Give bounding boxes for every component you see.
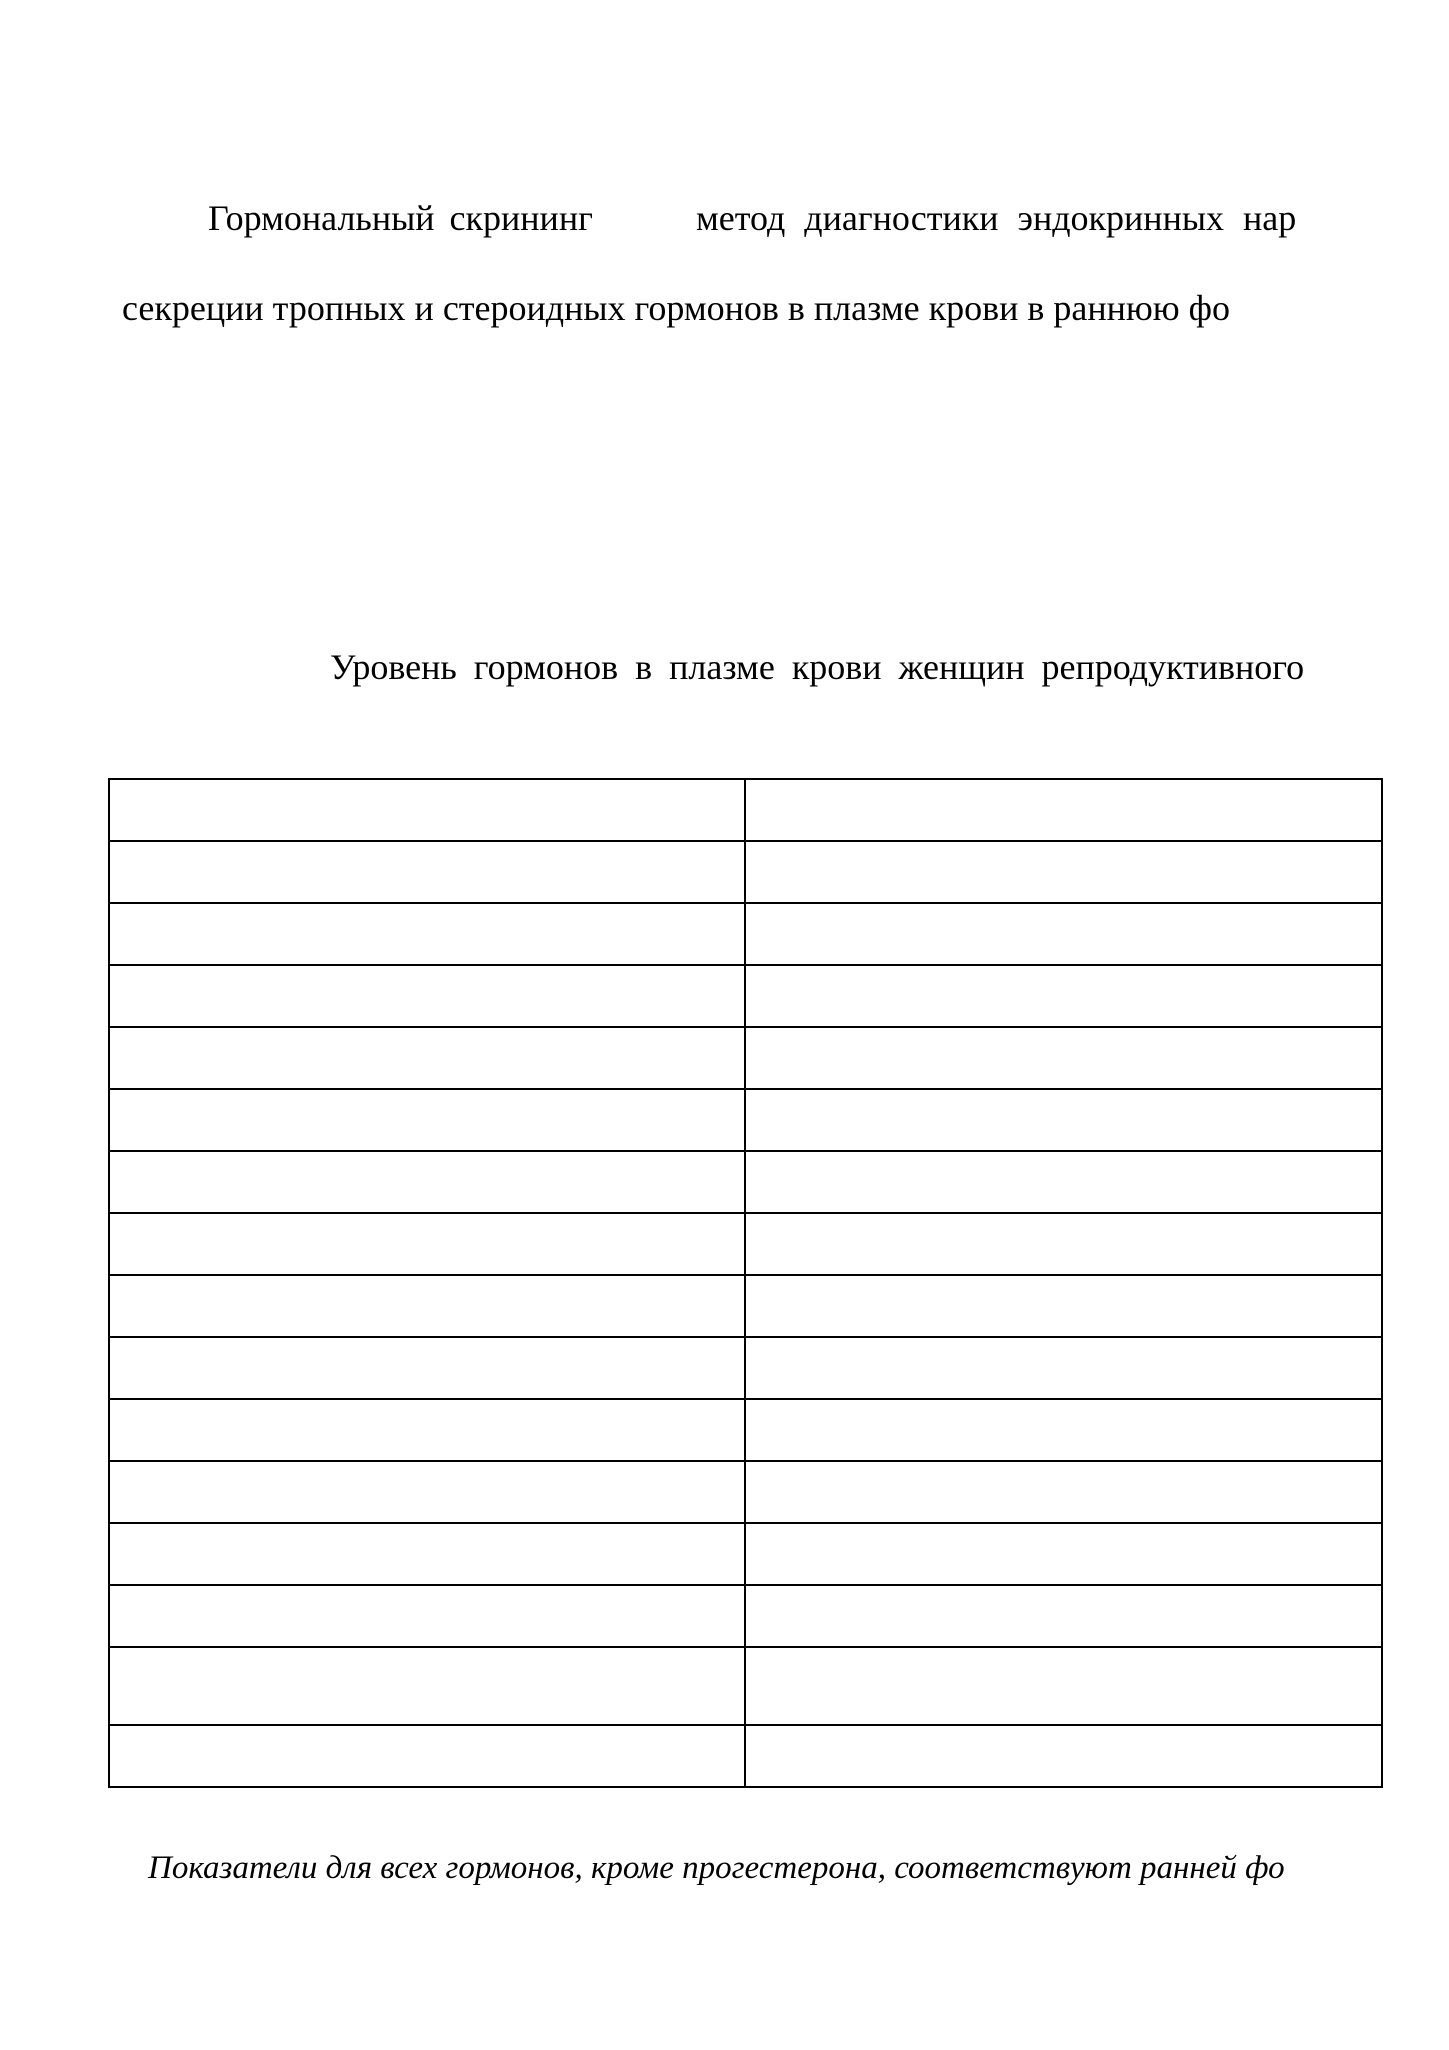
- table-cell: [745, 1585, 1382, 1647]
- table-row: [109, 903, 1382, 965]
- table-cell: [745, 1089, 1382, 1151]
- table-cell: [109, 1151, 745, 1213]
- table-cell: [109, 1585, 745, 1647]
- table-row: [109, 1151, 1382, 1213]
- table-row: [109, 1213, 1382, 1275]
- table-row: [109, 1585, 1382, 1647]
- table-cell: [745, 965, 1382, 1027]
- table-row: [109, 965, 1382, 1027]
- table-cell: [109, 1725, 745, 1787]
- table-row: [109, 1461, 1382, 1523]
- table-row: [109, 779, 1382, 841]
- table-footnote: Показатели для всех гормонов, кроме прогестерона, соответствуют ранней фо: [148, 1850, 1285, 1886]
- table-cell: [109, 1089, 745, 1151]
- paragraph-line-1-part-1: Гормональный скрининг: [208, 198, 593, 238]
- table-cell: [109, 903, 745, 965]
- table-cell: [109, 1647, 745, 1725]
- table-row: [109, 1089, 1382, 1151]
- table-cell: [745, 1337, 1382, 1399]
- table-cell: [745, 779, 1382, 841]
- table-cell: [109, 1461, 745, 1523]
- table-row: [109, 1399, 1382, 1461]
- table-cell: [745, 1523, 1382, 1585]
- table-cell: [109, 1275, 745, 1337]
- table-row: [109, 1647, 1382, 1725]
- table-cell: [745, 1461, 1382, 1523]
- paragraph-line-2: секреции тропных и стероидных гормонов в плазме крови в раннюю фо: [122, 288, 1230, 328]
- table-cell: [745, 1213, 1382, 1275]
- table-row: [109, 1027, 1382, 1089]
- table-cell: [745, 1399, 1382, 1461]
- table-row: [109, 1337, 1382, 1399]
- table-row: [109, 841, 1382, 903]
- table-cell: [745, 1027, 1382, 1089]
- table-cell: [109, 1399, 745, 1461]
- table-cell: [745, 1275, 1382, 1337]
- table-cell: [109, 1213, 745, 1275]
- table-cell: [745, 841, 1382, 903]
- table-cell: [109, 965, 745, 1027]
- table-cell: [745, 1151, 1382, 1213]
- table-cell: [109, 1027, 745, 1089]
- paragraph-line-1-part-2: метод диагностики эндокринных нар: [696, 198, 1297, 238]
- table-caption: Уровень гормонов в плазме крови женщин репродуктивного: [330, 647, 1305, 687]
- table-cell: [109, 841, 745, 903]
- hormone-levels-table: [108, 778, 1383, 1788]
- table-cell: [745, 903, 1382, 965]
- table-row: [109, 1725, 1382, 1787]
- table-cell: [745, 1725, 1382, 1787]
- table-cell: [109, 1523, 745, 1585]
- table-cell: [109, 779, 745, 841]
- table-row: [109, 1275, 1382, 1337]
- table-cell: [745, 1647, 1382, 1725]
- table-cell: [109, 1337, 745, 1399]
- table-row: [109, 1523, 1382, 1585]
